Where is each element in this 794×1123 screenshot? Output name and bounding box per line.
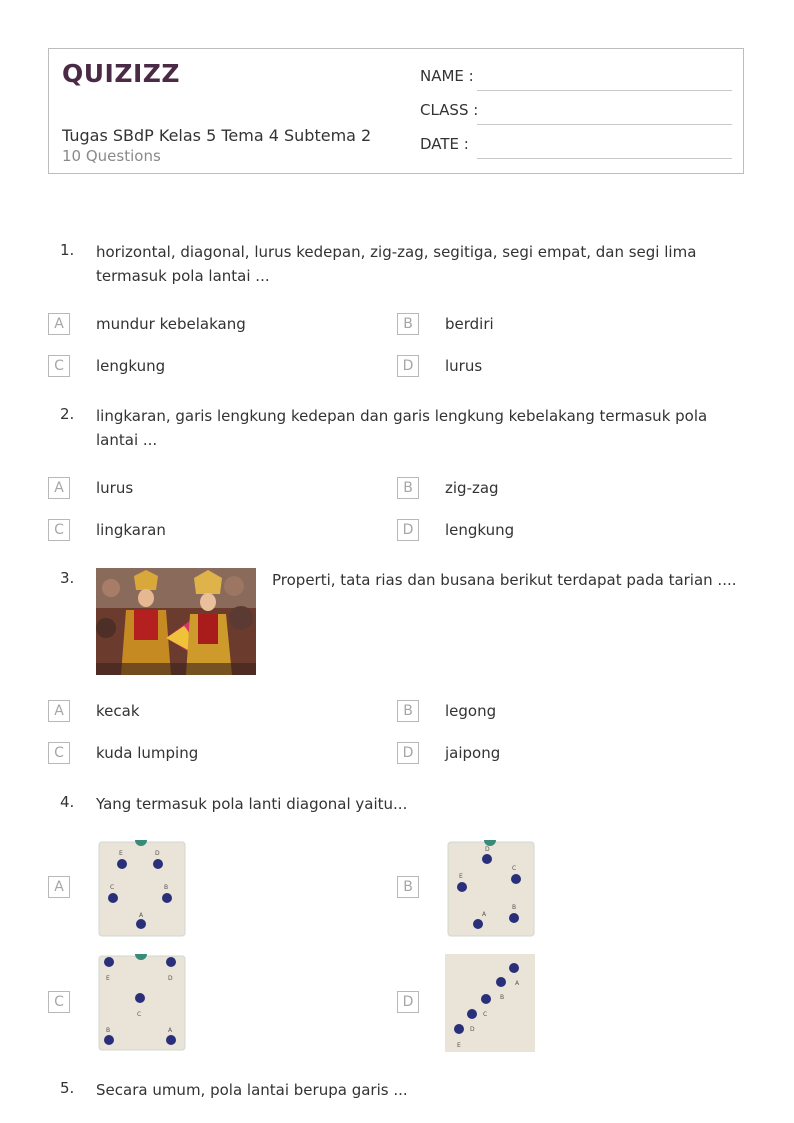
question-1-number: 1.: [60, 241, 75, 259]
q2-option-c-box[interactable]: C: [48, 519, 70, 541]
worksheet-header: [48, 48, 744, 174]
worksheet-title: Tugas SBdP Kelas 5 Tema 4 Subtema 2: [62, 126, 372, 145]
class-field[interactable]: [420, 101, 732, 125]
q4b-label-e: E: [459, 873, 463, 880]
q4d-label-d: D: [470, 1026, 475, 1033]
q1-option-a-text: mundur kebelakang: [96, 315, 246, 333]
q1-option-b-box[interactable]: B: [397, 313, 419, 335]
name-line: [477, 90, 732, 91]
q4-option-a-diagram: [97, 840, 187, 938]
question-1-text: horizontal, diagonal, lurus kedepan, zig-zag, segitiga, segi empat, dan segi lima termasuk pola lantai ...: [96, 243, 697, 285]
question-2-text: lingkaran, garis lengkung kedepan dan garis lengkung kebelakang termasuk pola lantai ...: [96, 407, 708, 449]
question-count: 10 Questions: [62, 147, 161, 165]
q4a-label-c: C: [110, 884, 115, 891]
q4d-label-e: E: [457, 1042, 461, 1049]
question-5-number: 5.: [60, 1079, 75, 1097]
class-line: [477, 124, 732, 125]
q4-option-b-box[interactable]: B: [397, 876, 419, 898]
q4-option-a-box[interactable]: A: [48, 876, 70, 898]
q1-option-b-text: berdiri: [445, 315, 494, 333]
q2-option-b-box[interactable]: B: [397, 477, 419, 499]
date-label: DATE :: [420, 135, 469, 153]
q4b-label-b: B: [512, 904, 517, 911]
legong-dancers-photo: [96, 568, 256, 675]
q4d-label-c: C: [483, 1011, 488, 1018]
question-5-text: Secara umum, pola lantai berupa garis ...: [96, 1081, 408, 1099]
q2-option-d-box[interactable]: D: [397, 519, 419, 541]
date-line: [477, 158, 732, 159]
question-4-number: 4.: [60, 793, 75, 811]
q4d-label-a: A: [515, 980, 520, 987]
q2-option-d-text: lengkung: [445, 521, 515, 539]
q4c-label-c: C: [137, 1011, 142, 1018]
q3-option-a-box[interactable]: A: [48, 700, 70, 722]
q4-option-c-diagram: [97, 954, 187, 1052]
q4c-label-d: D: [168, 975, 173, 982]
q4-option-d-box[interactable]: D: [397, 991, 419, 1013]
q3-option-a-text: kecak: [96, 702, 140, 720]
q3-option-d-text: jaipong: [445, 744, 501, 762]
q4-option-c-box[interactable]: C: [48, 991, 70, 1013]
q1-option-c-text: lengkung: [96, 357, 166, 375]
q3-option-c-box[interactable]: C: [48, 742, 70, 764]
q2-option-a-box[interactable]: A: [48, 477, 70, 499]
name-label: NAME :: [420, 67, 474, 85]
q4c-label-a: A: [168, 1027, 173, 1034]
q1-option-d-box[interactable]: D: [397, 355, 419, 377]
q4-option-b-diagram: [446, 840, 536, 938]
q4a-label-b: B: [164, 884, 169, 891]
q3-option-c-text: kuda lumping: [96, 744, 199, 762]
q1-option-a-box[interactable]: A: [48, 313, 70, 335]
q4c-label-b: B: [106, 1027, 111, 1034]
q3-option-d-box[interactable]: D: [397, 742, 419, 764]
quizizz-logo: QUIZIZZ: [62, 59, 181, 88]
name-field[interactable]: [420, 67, 732, 91]
class-label: CLASS :: [420, 101, 479, 119]
q4c-label-e: E: [106, 975, 110, 982]
question-3-text: Properti, tata rias dan busana berikut terdapat pada tarian ....: [272, 571, 737, 589]
q4d-label-b: B: [500, 994, 505, 1001]
q3-option-b-box[interactable]: B: [397, 700, 419, 722]
date-field[interactable]: [420, 135, 732, 159]
q4b-label-a: A: [482, 911, 487, 918]
q2-option-a-text: lurus: [96, 479, 134, 497]
q4-option-d-diagram: [445, 954, 535, 1052]
question-4-text: Yang termasuk pola lanti diagonal yaitu...: [96, 795, 408, 813]
q1-option-c-box[interactable]: C: [48, 355, 70, 377]
q4b-label-d: D: [485, 846, 490, 853]
q4b-label-c: C: [512, 865, 517, 872]
q4a-label-a: A: [139, 912, 144, 919]
question-3-number: 3.: [60, 569, 75, 587]
q2-option-c-text: lingkaran: [96, 521, 166, 539]
q2-option-b-text: zig-zag: [445, 479, 499, 497]
q1-option-d-text: lurus: [445, 357, 483, 375]
q3-option-b-text: legong: [445, 702, 497, 720]
q4a-label-e: E: [119, 850, 123, 857]
q4a-label-d: D: [155, 850, 160, 857]
question-2-number: 2.: [60, 405, 75, 423]
